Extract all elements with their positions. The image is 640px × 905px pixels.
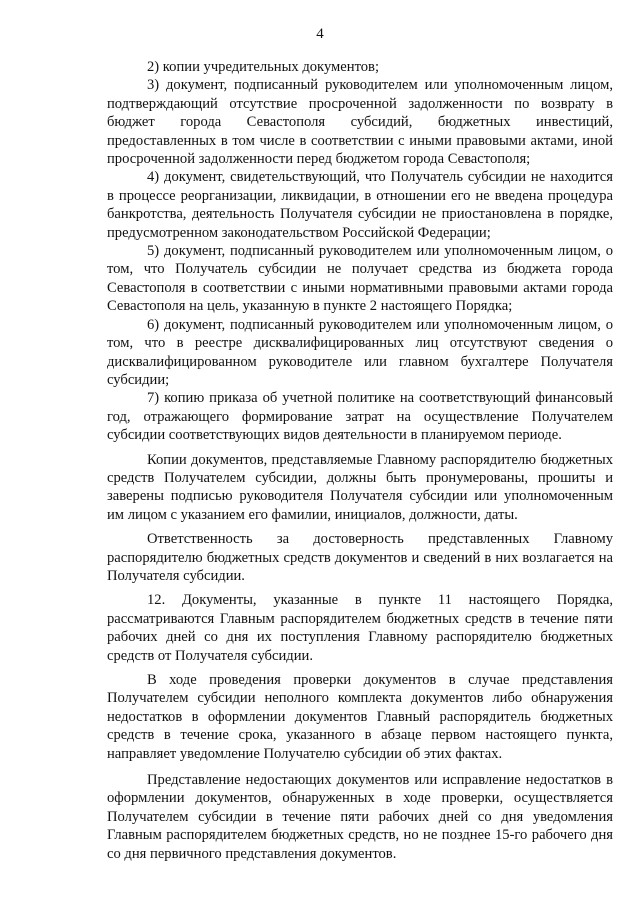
paragraph-item-7: 7) копию приказа об учетной политике на соответствующий финансовый год, отражающего формирование затрат на осуществление Получателем субсидии соответствующих видов деятельности в планируемом периоде. (107, 390, 613, 444)
document-body (107, 58, 613, 863)
paragraph-copies: Копии документов, представляемые Главному распорядителю бюджетных средств Получателем субсидии, должны быть пронумерованы, прошиты и заверены подписью руководителя Получателя субсидии или уполномоченным им лицом с указанием его фамилии, инициалов, должности, даты. (107, 451, 613, 523)
paragraph-corrections: Представление недостающих документов или исправление недостатков в оформлении документов, обнаруженных в ходе проверки, осуществляется Получателем субсидии в течение пяти рабочих дней со дня уведомления Главным распорядителем бюджетных средств, но не позднее 15-го рабочего дня со дня первичного представления документов. (107, 772, 613, 862)
paragraph-item-6: 6) документ, подписанный руководителем или уполномоченным лицом, о том, что в реестре дисквалифицированных лиц отсутствуют сведения о дисквалифицированном руководителе или главном бухгалтере Получателя субсидии; (107, 316, 613, 388)
paragraph-item-3: 3) документ, подписанный руководителем или уполномоченным лицом, подтверждающий отсутствие просроченной задолженности по возврату в бюджет города Севастополя субсидий, бюджетных инвестиций, предоставленных в том числе в соответствии с иными правовыми актами, иной просроченной задолженности перед бюджетом города Севастополя; (107, 77, 613, 168)
paragraph-item-2: 2) копии учредительных документов; (147, 59, 379, 75)
paragraph-review: В ходе проведения проверки документов в случае представления Получателем субсидии неполного комплекта документов либо обнаружения недостатков в оформлении документов Главный распорядитель бюджетных средств в течение срока, указанного в абзаце первом настоящего пункта, направляет уведомление Получателю субсидии об этих фактах. (107, 672, 613, 762)
page-number: 4 (316, 26, 324, 42)
paragraph-item-4: 4) документ, свидетельствующий, что Получатель субсидии не находится в процессе реорганизации, ликвидации, в отношении его не введена процедура банкротства, деятельность Получателя субсидии не приостановлена в порядке, предусмотренном законодательством Российской Федерации; (107, 169, 613, 241)
paragraph-section-12: 12. Документы, указанные в пункте 11 настоящего Порядка, рассматриваются Главным распорядителем бюджетных средств в течение пяти рабочих дней со дня их поступления Главному распорядителю бюджетных средств от Получателя субсидии. (107, 592, 613, 664)
paragraph-responsibility: Ответственность за достоверность представленных Главному распорядителю бюджетных средств документов и сведений в них возлагается на Получателя субсидии. (107, 531, 613, 584)
paragraph-item-5: 5) документ, подписанный руководителем или уполномоченным лицом, о том, что Получатель субсидии не получает средства из бюджета города Севастополя в соответствии с иными нормативными правовыми актами города Севастополя на цель, указанную в пункте 2 настоящего Порядка; (107, 243, 613, 315)
